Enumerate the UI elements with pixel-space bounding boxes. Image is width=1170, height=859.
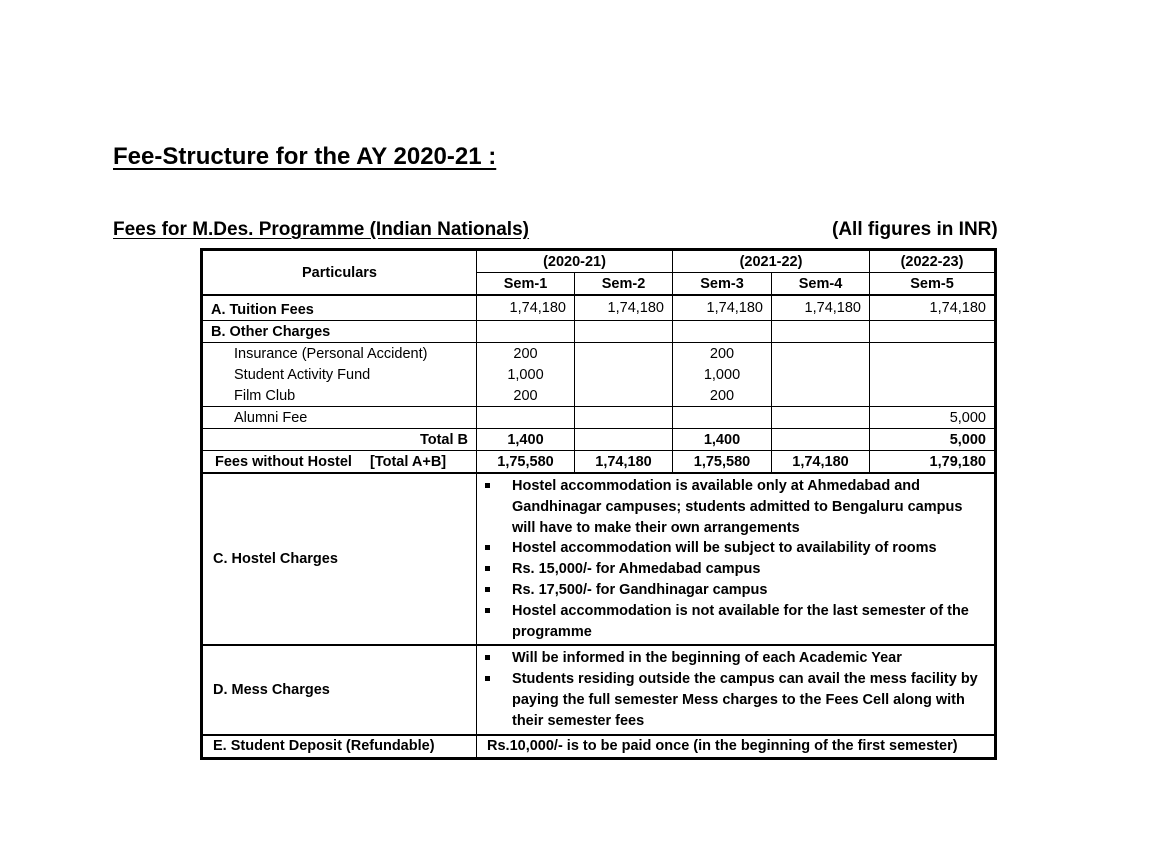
list-item: Rs. 17,500/- for Gandhinagar campus xyxy=(485,580,986,601)
year-group-header: (2020-21) xyxy=(477,250,673,273)
list-item: Students residing outside the campus can avail the mess facility by paying the full semester Mess charges to the Fees Cell along with their semester fees xyxy=(485,669,986,731)
fee-cell xyxy=(673,407,772,429)
row-label: Film Club xyxy=(202,385,477,407)
row-label: Student Activity Fund xyxy=(202,364,477,385)
fee-cell xyxy=(673,321,772,343)
row-label: Insurance (Personal Accident) xyxy=(202,343,477,365)
fee-cell: 1,74,180 xyxy=(575,295,673,321)
fee-cell: 1,000 xyxy=(673,364,772,385)
fee-cell xyxy=(575,429,673,451)
fee-cell xyxy=(575,385,673,407)
hostel-notes xyxy=(485,476,986,642)
list-item: Hostel accommodation is available only at Ahmedabad and Gandhinagar campuses; students admitted to Bengaluru campus will have to make their own arrangements xyxy=(485,476,986,538)
fee-cell xyxy=(575,343,673,365)
table-row xyxy=(202,321,996,343)
fee-cell: 1,74,180 xyxy=(772,451,870,474)
table-row xyxy=(202,343,996,365)
fee-cell: 1,79,180 xyxy=(870,451,996,474)
fee-cell: 1,74,180 xyxy=(575,451,673,474)
row-label: Fees without Hostel xyxy=(215,453,352,470)
row-label: E. Student Deposit (Refundable) xyxy=(202,735,477,759)
fee-cell: 200 xyxy=(477,385,575,407)
semester-header: Sem-5 xyxy=(870,273,996,296)
semester-header: Sem-2 xyxy=(575,273,673,296)
row-label-cell xyxy=(202,451,477,474)
row-label: C. Hostel Charges xyxy=(202,473,477,645)
fee-cell xyxy=(477,407,575,429)
fee-cell xyxy=(772,407,870,429)
fee-cell: 5,000 xyxy=(870,407,996,429)
fee-cell xyxy=(870,364,996,385)
fee-cell: 1,75,580 xyxy=(673,451,772,474)
semester-header: Sem-4 xyxy=(772,273,870,296)
list-item: Hostel accommodation will be subject to availability of rooms xyxy=(485,538,986,559)
year-group-header: (2022-23) xyxy=(870,250,996,273)
semester-header: Sem-3 xyxy=(673,273,772,296)
fee-cell xyxy=(772,364,870,385)
fee-cell: 1,74,180 xyxy=(870,295,996,321)
fee-cell: 1,74,180 xyxy=(673,295,772,321)
fee-cell xyxy=(575,407,673,429)
fee-cell: 1,000 xyxy=(477,364,575,385)
table-row xyxy=(202,385,996,407)
row-label: D. Mess Charges xyxy=(202,645,477,734)
deposit-text: Rs.10,000/- is to be paid once (in the beginning of the first semester) xyxy=(477,735,996,759)
row-label-total: [Total A+B] xyxy=(370,453,447,470)
table-row xyxy=(202,429,996,451)
fee-cell xyxy=(575,364,673,385)
particulars-header: Particulars xyxy=(202,250,477,296)
fee-cell: 1,74,180 xyxy=(477,295,575,321)
notes-cell xyxy=(477,473,996,645)
mess-notes xyxy=(485,648,986,731)
fee-cell xyxy=(870,343,996,365)
fee-cell xyxy=(772,343,870,365)
year-group-header: (2021-22) xyxy=(673,250,870,273)
list-item: Rs. 15,000/- for Ahmedabad campus xyxy=(485,559,986,580)
fee-cell xyxy=(870,385,996,407)
row-label: Total B xyxy=(202,429,477,451)
table-row xyxy=(202,407,996,429)
fee-cell xyxy=(477,321,575,343)
row-label: A. Tuition Fees xyxy=(202,295,477,321)
fee-cell xyxy=(772,385,870,407)
fee-cell xyxy=(772,429,870,451)
fee-cell: 200 xyxy=(477,343,575,365)
fee-cell: 5,000 xyxy=(870,429,996,451)
fee-cell xyxy=(772,321,870,343)
table-row xyxy=(202,473,996,645)
notes-cell xyxy=(477,645,996,734)
fee-cell: 1,74,180 xyxy=(772,295,870,321)
semester-header: Sem-1 xyxy=(477,273,575,296)
page-title: Fee-Structure for the AY 2020-21 : xyxy=(113,143,497,170)
fee-cell: 1,400 xyxy=(477,429,575,451)
table-row xyxy=(202,735,996,759)
fee-structure-table xyxy=(200,248,997,760)
fee-cell: 1,75,580 xyxy=(477,451,575,474)
row-label: B. Other Charges xyxy=(202,321,477,343)
table-row xyxy=(202,645,996,734)
list-item: Will be informed in the beginning of each Academic Year xyxy=(485,648,986,669)
fee-cell: 200 xyxy=(673,343,772,365)
table-row xyxy=(202,451,996,474)
row-label: Alumni Fee xyxy=(202,407,477,429)
table-row xyxy=(202,364,996,385)
fee-cell: 1,400 xyxy=(673,429,772,451)
fee-cell xyxy=(575,321,673,343)
currency-note: (All figures in INR) xyxy=(832,219,998,240)
fee-cell xyxy=(870,321,996,343)
list-item: Hostel accommodation is not available for the last semester of the programme xyxy=(485,601,986,643)
table-row xyxy=(202,295,996,321)
programme-subtitle: Fees for M.Des. Programme (Indian Nationals) xyxy=(113,219,529,240)
fee-cell: 200 xyxy=(673,385,772,407)
